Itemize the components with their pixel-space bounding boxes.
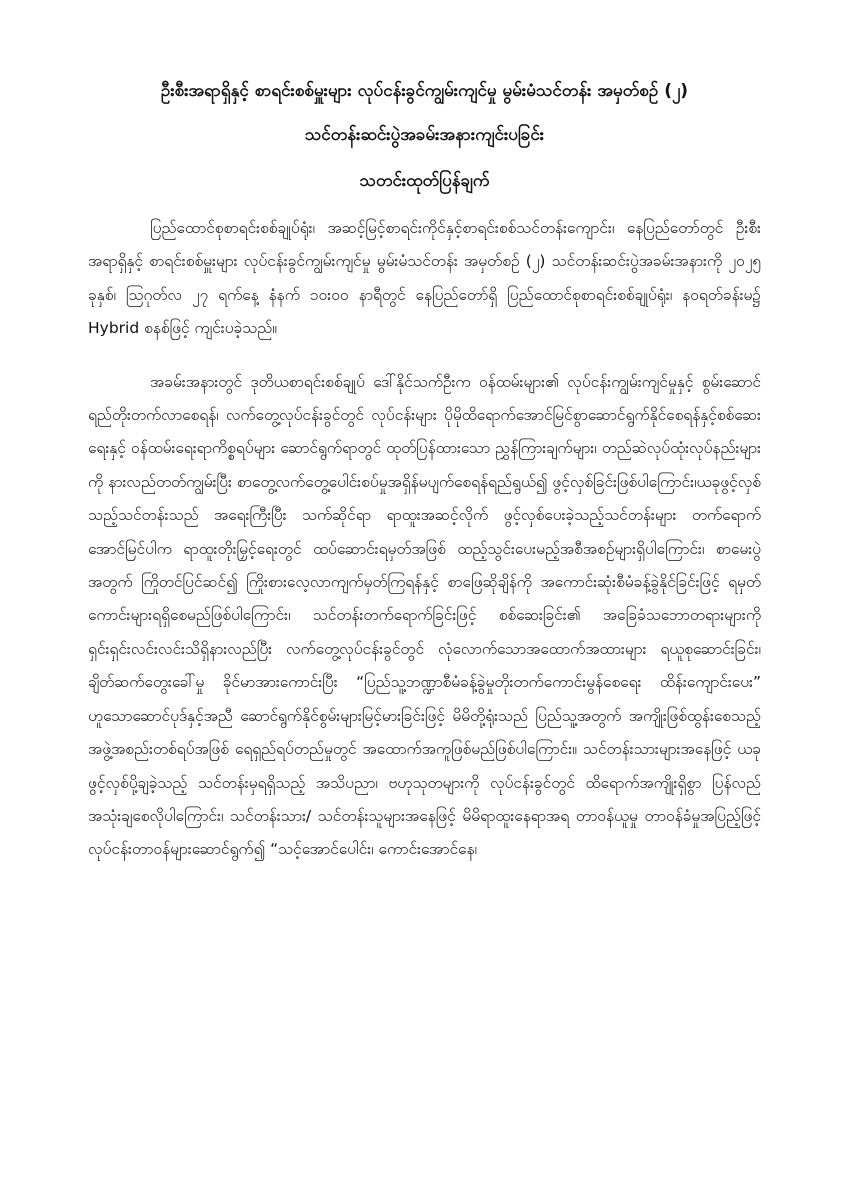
document-body (88, 212, 761, 887)
document-title-line-2: သင်တန်းဆင်းပွဲအခမ်းအနားကျင်းပခြင်း (304, 125, 545, 145)
document-subtitle: သတင်းထုတ်ပြန်ချက် (359, 171, 490, 191)
paragraph-2: အခမ်းအနားတွင် ဒုတိယစာရင်းစစ်ချုပ် ဒေါ်နိုင်သက်ဦးက ဝန်ထမ်းများ၏ လုပ်ငန်းကျွမ်းကျင်မှုနှင့် စွမ်းဆောင်ရည်တိုးတက်လာစေရန်၊ လက်တွေ့လုပ်ငန်းခွင်တွင် လုပ်ငန်းများ ပိုမိုထိရောက်အောင်မြင်စွာဆောင်ရွက်နိုင်စေရန်နှင့်စစ်ဆေးရေးနှင့် ဝန်ထမ်းရေးရာကိစ္စရပ်များ ဆောင်ရွက်ရာတွင် ထုတ်ပြန်ထားသော ညွှန်ကြားချက်များ၊ တည်ဆဲလုပ်ထုံးလုပ်နည်းများကို နားလည်တတ်ကျွမ်းပြီး စာတွေ့လက်တွေ့ပေါင်းစပ်မှုအရှိန်မပျက်စေရန်ရည်ရွယ်၍ ဖွင့်လှစ်ခြင်းဖြစ်ပါကြောင်း၊ယခုဖွင့်လှစ်သည့်သင်တန်းသည် အရေးကြီးပြီး သက်ဆိုင်ရာ ရာထူးအဆင့်လိုက် ဖွင့်လှစ်ပေးခဲ့သည့်သင်တန်းများ တက်ရောက်အောင်မြင်ပါက ရာထူးတိုးမြှင့်ရေးတွင် ထပ်ဆောင်းရမှတ်အဖြစ် ထည့်သွင်းပေးမည့်အစီအစဉ်များရှိပါကြောင်း၊ စာမေးပွဲအတွက် ကြိုတင်ပြင်ဆင်၍ ကြိုးစားလေ့လာကျက်မှတ်ကြရန်နှင့် စာဖြေဆိုချိန်ကို အကောင်းဆုံးစီမံခန့်ခွဲနိုင်ခြင်းဖြင့် ရမှတ်ကောင်းများရရှိစေမည်ဖြစ်ပါကြောင်း၊ သင်တန်းတက်ရောက်ခြင်းဖြင့် စစ်ဆေးခြင်း၏ အခြေခံသဘောတရားများကို ရှင်းရှင်းလင်းလင်းသိရှိနားလည်ပြီး လက်တွေ့လုပ်ငန်းခွင်တွင် လုံလောက်သောအထောက်အထားများ ရယူစုဆောင်းခြင်း၊ ချိတ်ဆက်တွေးခေါ်မှု ခိုင်မာအားကောင်းပြီး “ပြည်သူ့ဘဏ္ဍာစီမံခန့်ခွဲမှုတိုးတက်ကောင်းမွန်စေရေး ထိန်းကျောင်းပေး” ဟူသောဆောင်ပုဒ်နှင့်အညီ ဆောင်ရွက်နိုင်စွမ်းများမြင့်မားခြင်းဖြင့် မိမိတို့ရုံးသည် ပြည်သူ့အတွက် အကျိုးဖြစ်ထွန်းစေသည့် အဖွဲ့အစည်းတစ်ရပ်အဖြစ် ရေရှည်ရပ်တည်မှုတွင် အထောက်အကူဖြစ်မည်ဖြစ်ပါကြောင်း။ သင်တန်းသားများအနေဖြင့် ယခုဖွင့်လှစ်ပို့ချခဲ့သည့် သင်တန်းမှရရှိသည့် အသိပညာ၊ ဗဟုသုတများကို လုပ်ငန်းခွင်တွင် ထိရောက်အကျိုးရှိစွာ ပြန်လည်အသုံးချစေလိုပါကြောင်း၊ သင်တန်းသား/ သင်တန်းသူများအနေဖြင့် မိမိရာထူးနေရာအရ တာဝန်ယူမှု တာဝန်ခံမှုအပြည့်ဖြင့် လုပ်ငန်းတာဝန်များဆောင်ရွက်၍ “သင့်အောင်ပေါင်း၊ ကောင်းအောင်နေ၊ (88, 372, 761, 859)
paragraph-1: ပြည်ထောင်စုစာရင်းစစ်ချုပ်ရုံး၊ အဆင့်မြင့်စာရင်းကိုင်နှင့်စာရင်းစစ်သင်တန်းကျောင်း၊ နေပြည်တော်တွင် ဦးစီးအရာရှိနှင့် စာရင်းစစ်မှူးများ လုပ်ငန်းခွင်ကျွမ်းကျင်မှု မွမ်းမံသင်တန်း အမှတ်စဉ် (၂) သင်တန်းဆင်းပွဲအခမ်းအနားကို ၂၀၂၅ ခုနှစ်၊ ဩဂုတ်လ ၂၇ ရက်နေ့ နံနက် ၁၀း၀၀ နာရီတွင် နေပြည်တော်ရှိ ပြည်ထောင်စုစာရင်းစစ်ချုပ်ရုံး၊ န၀ရတ်ခန်းမ၌ Hybrid စနစ်ဖြင့် ကျင်းပခဲ့သည်။ (88, 219, 761, 338)
document-title-line-1: ဦးစီးအရာရှိနှင့် စာရင်းစစ်မှူးများ လုပ်ငန်းခွင်ကျွမ်းကျင်မှု မွမ်းမံသင်တန်း အမှတ်စဉ် (၂) (160, 81, 689, 101)
